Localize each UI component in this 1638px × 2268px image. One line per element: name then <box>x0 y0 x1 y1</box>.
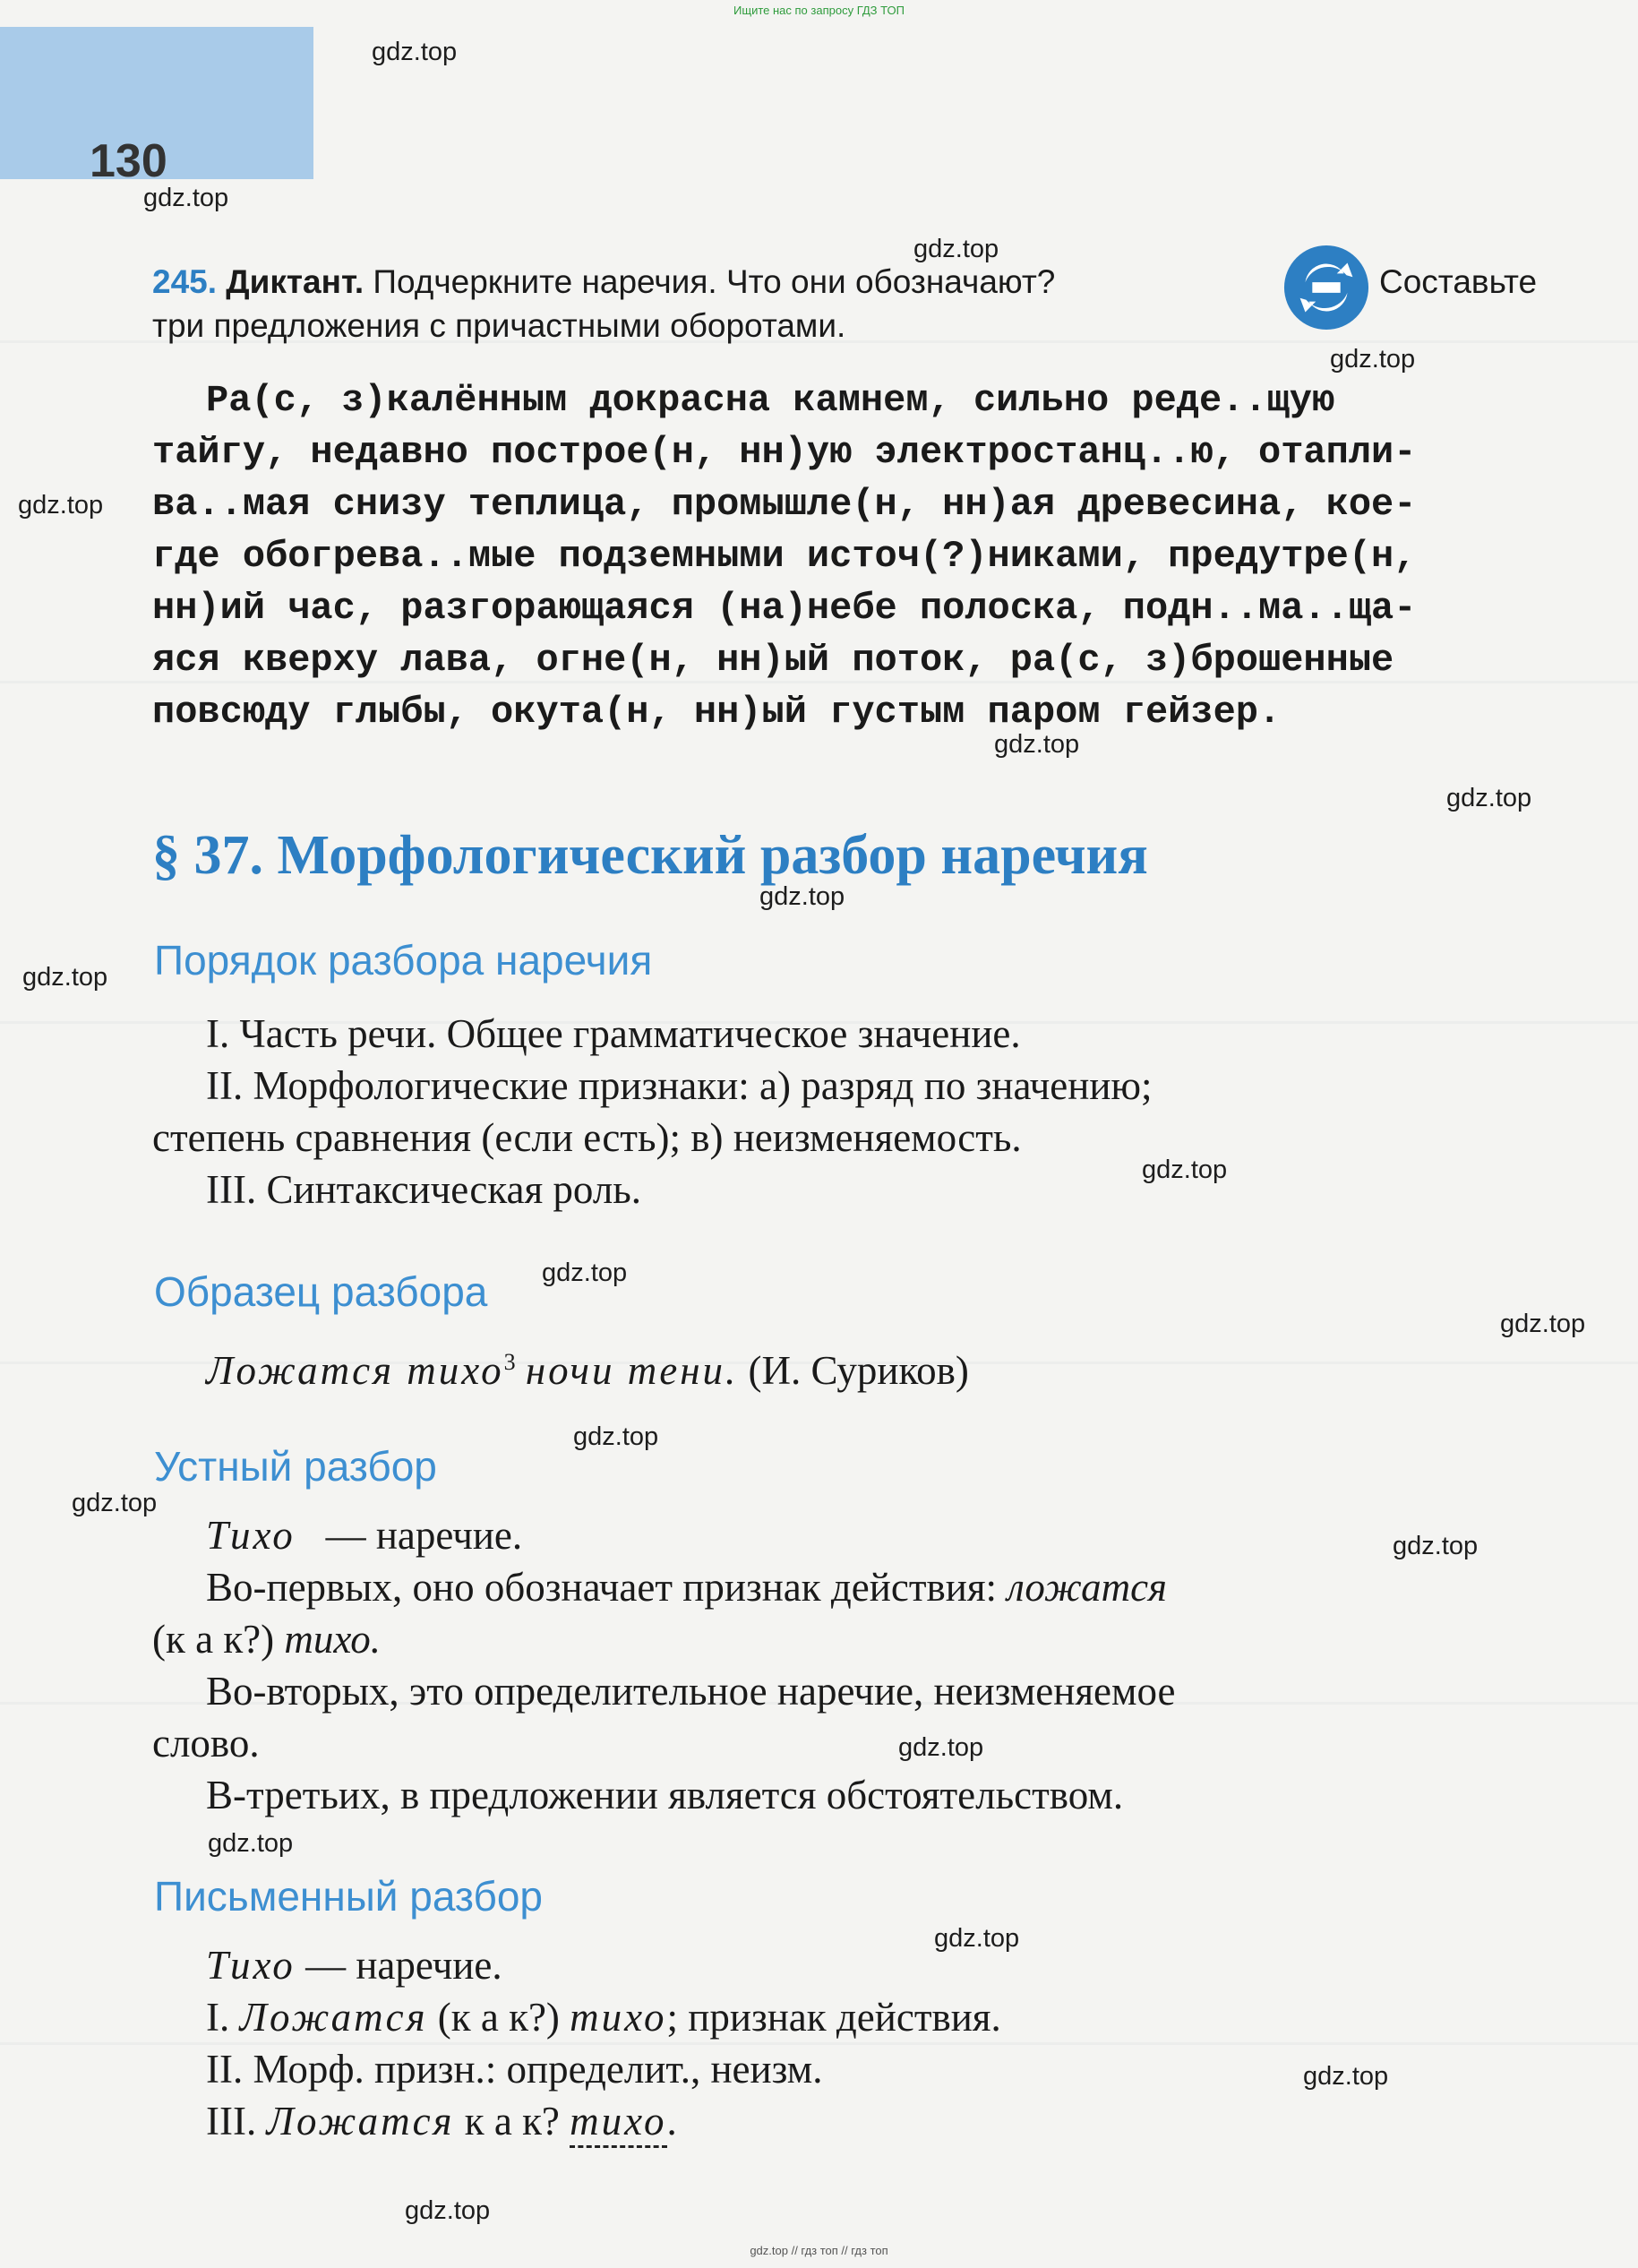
top-note: Ищите нас по запросу ГДЗ ТОП <box>733 4 905 17</box>
page-number: 130 <box>90 135 167 187</box>
oral-word: Тихо <box>206 1513 296 1558</box>
watermark: gdz.top <box>405 2196 491 2225</box>
bottom-note: gdz.top // гдз топ // гдз топ <box>750 2244 888 2257</box>
written-analysis <box>152 1939 1621 2147</box>
oral-analysis <box>152 1509 1567 1821</box>
dictation-line: Ра(с, з)калённым докрасна камнем, сильно реде..щую <box>206 379 1335 422</box>
watermark: gdz.top <box>573 1422 659 1451</box>
dictation-line: яся кверху лава, огне(н, нн)ый поток, ра(с, з)брошенные <box>152 639 1394 682</box>
sample-author: (И. Суриков) <box>748 1348 969 1393</box>
watermark: gdz.top <box>372 38 458 66</box>
written-heading: Письменный разбор <box>154 1873 544 1920</box>
exercise-task: Подчеркните наречия. Что они обозначают? <box>373 263 1056 300</box>
watermark: gdz.top <box>898 1733 984 1762</box>
watermark: gdz.top <box>913 235 999 263</box>
written-verb-2: Ложатся <box>266 2099 455 2143</box>
written-word: Тихо <box>206 1943 296 1988</box>
written-line-2-rest: ; признак действия. <box>666 1995 1001 2040</box>
section-title: § 37. Морфологический разбор наречия <box>152 825 1148 886</box>
watermark: gdz.top <box>22 963 108 992</box>
exercise-task-trailing: Составьте <box>1379 263 1538 300</box>
written-line-3: II. Морф. призн.: определит., неизм. <box>206 2047 823 2092</box>
oral-line-4: В-третьих, в предложении является обстоятельством. <box>206 1773 1124 1817</box>
exercise-number: 245. <box>152 263 218 300</box>
watermark: gdz.top <box>934 1924 1020 1953</box>
watermark: gdz.top <box>1142 1155 1228 1184</box>
oral-heading: Устный разбор <box>154 1443 437 1490</box>
watermark: gdz.top <box>759 882 845 911</box>
exercise-task-line2: три предложения с причастными оборотами. <box>152 307 846 344</box>
sample-text: Ложатся тихо <box>206 1348 504 1393</box>
watermark: gdz.top <box>1330 345 1416 374</box>
written-question-2: к а к? <box>464 2099 560 2143</box>
oral-adverb: тихо. <box>284 1617 382 1662</box>
oral-line-3b: слово. <box>152 1721 260 1765</box>
dictation-line: повсюду глыбы, окута(н, нн)ый густым паром гейзер. <box>152 691 1282 734</box>
dictation-line: где обогрева..мые подземными источ(?)никами, предутре(н, <box>152 535 1417 578</box>
order-line-2: II. Морфологические признаки: а) разряд по значению; <box>206 1063 1153 1108</box>
exercise-title: Диктант. <box>226 263 364 300</box>
watermark: gdz.top <box>1393 1532 1479 1560</box>
oral-line-2: Во-первых, оно обозначает признак действия: <box>206 1565 998 1610</box>
sample-heading: Образец разбора <box>154 1268 488 1315</box>
watermark: gdz.top <box>72 1489 158 1517</box>
oral-line-3: Во-вторых, это определительное наречие, неизменяемое <box>206 1669 1176 1714</box>
written-question: (к а к?) <box>437 1995 560 2040</box>
sample-text-end: ночи тени. <box>525 1348 739 1393</box>
dictation-line: тайгу, недавно построе(н, нн)ую электростанц..ю, отапли- <box>152 431 1417 474</box>
order-line-1: I. Часть речи. Общее грамматическое значение. <box>206 1011 1021 1056</box>
order-line-4: III. Синтаксическая роль. <box>206 1167 642 1212</box>
watermark: gdz.top <box>994 730 1080 759</box>
footnote-mark: 3 <box>503 1349 516 1375</box>
written-period: . <box>666 2099 677 2143</box>
dictation-line: нн)ий час, разгорающаяся (на)небе полоска, подн..ма..ща- <box>152 587 1417 630</box>
sample-sentence <box>152 1336 1621 1396</box>
order-heading: Порядок разбора наречия <box>154 937 653 984</box>
order-line-3: степень сравнения (если есть); в) неизменяемость. <box>152 1115 1022 1160</box>
oral-line-1: — наречие. <box>325 1513 523 1558</box>
order-list <box>152 1008 1567 1216</box>
watermark: gdz.top <box>1446 784 1532 812</box>
written-num-3: III. <box>206 2099 257 2143</box>
watermark: gdz.top <box>1303 2062 1389 2091</box>
watermark: gdz.top <box>542 1259 628 1287</box>
oral-verb: ложатся <box>1007 1565 1167 1610</box>
written-num-1: I. <box>206 1995 230 2040</box>
watermark: gdz.top <box>208 1829 294 1858</box>
watermark: gdz.top <box>1500 1310 1586 1338</box>
written-line-1: — наречие. <box>305 1943 502 1988</box>
watermark: gdz.top <box>143 184 229 212</box>
dictation-line: ва..мая снизу теплица, промышле(н, нн)ая древесина, кое- <box>152 483 1417 526</box>
oral-question: (к а к?) <box>152 1617 275 1662</box>
written-adverb-underlined: тихо <box>570 2099 666 2148</box>
dictation-text <box>152 374 1567 738</box>
watermark: gdz.top <box>18 491 104 520</box>
written-verb: Ложатся <box>239 1995 428 2040</box>
written-adverb: тихо <box>570 1995 667 2040</box>
